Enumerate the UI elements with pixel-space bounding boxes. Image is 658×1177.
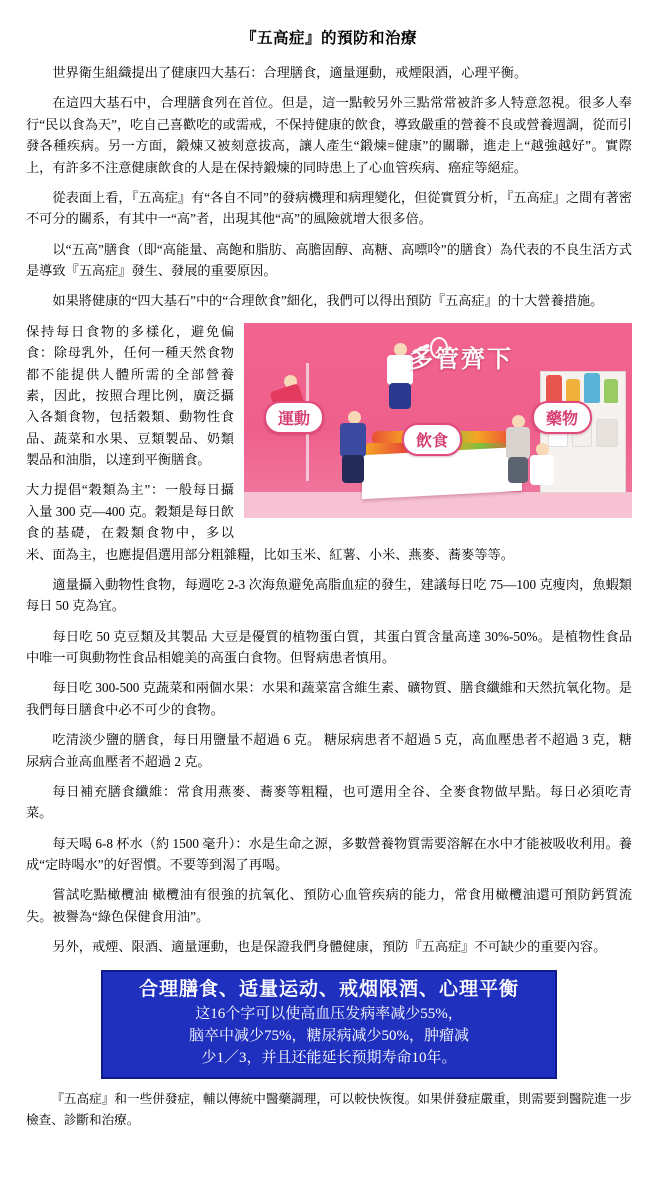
medicine-bottle-icon <box>566 379 580 403</box>
medicine-bottle-icon <box>604 379 618 403</box>
paragraph-2: 在這四大基石中，合理膳食列在首位。但是，這一點較另外三點常常被許多人特意忽視。很多人奉行“民以食為天”，吃自己喜歡吃的或需戒，不保持健康的飲食，導致嚴重的營養不良或營養週調，從而引發各種疾病。另一方面，鍛煉又被刻意拔高，讓人產生“鍛煉=健康”的關聯，進走上“越強越好”。實際上，有許多不注意健康飲食的人是在保持鍛煉的同時患上了心血管疾病、癌症等絕症。 <box>26 95 632 175</box>
medicine-box-icon <box>596 419 618 447</box>
health-illustration-figure <box>244 323 632 518</box>
callout-line-1: 这16个字可以使高血压发病率减少55%， <box>195 1006 463 1023</box>
figure-text-wrap <box>26 321 632 574</box>
medicine-bottle-icon <box>546 375 562 403</box>
paragraph-15: 另外，戒煙、限酒、適量運動，也是保證我們身體健康，預防『五高症』不可缺少的重要內容。 <box>52 939 607 955</box>
paragraph-13: 每天喝 6-8 杯水（約 1500 毫升）：水是生命之源，多數營養物質需要溶解在水中才能被吸收利用。養成“定時喝水”的好習慣。不要等到渴了再喝。 <box>26 835 632 872</box>
shopper2-body-icon <box>506 427 530 459</box>
figure-tag-diet: 飲食 <box>402 423 462 456</box>
paragraph-10: 每日吃 300-500 克蔬菜和兩個水果：水果和蔬菜富含維生素、礦物質、膳食纖維和天然抗氧化物。是我們每日膳食中必不可少的食物。 <box>26 680 632 717</box>
paragraph-7: 大力提倡“穀類為主”：一般每日攝入量 300 克—400 克。穀類是每日飲食的基礎，在穀類食物中，多以米、面為主，也應提倡選用部分粗雜糧，比如玉米、紅薯、小米、燕麥、蕎麥等等。 <box>26 482 514 562</box>
medicine-bottle-icon <box>584 373 600 403</box>
shopper2-head-icon <box>512 415 525 428</box>
shopper-head-icon <box>348 411 361 424</box>
page-title: 『五高症』的預防和治療 <box>240 30 417 47</box>
racket-person-legs-icon <box>389 383 411 409</box>
paragraph-5: 如果將健康的“四大基石”中的“合理飲食”細化，我們可以得出預防『五高症』的十大營養措施。 <box>52 293 604 309</box>
paragraph-3: 從表面上看，『五高症』有“各自不同”的發病機理和病理變化，但從實質分析，『五高症』之間有著密不可分的關系，有其中一“高”者，出現其他“高”的風險就增大很多倍。 <box>26 189 632 227</box>
paragraph-4: 以“五高”膳食（即“高能量、高飽和脂肪、高膽固醇、高糖、高嘌呤”的膳食）為代表的不良生活方式是導致『五高症』發生、發展的重要原因。 <box>26 241 632 278</box>
callout-title: 合理膳食、适量运动、戒烟限酒、心理平衡 <box>138 978 519 1000</box>
shopper-body-icon <box>340 423 366 457</box>
pharmacist-body-icon <box>530 455 554 485</box>
paragraph-14: 嘗試吃點橄欖油 橄欖油有很強的抗氧化、預防心血管疾病的能力，常食用橄欖油還可預防鈣質流失。被譽為“綠色保健食用油”。 <box>26 887 632 924</box>
paragraph-11: 吃清淡少鹽的膳食，每日用鹽量不超過 6 克。 糖尿病患者不超過 5 克，高血壓患者不超過 3 克，糖尿病合並高血壓者不超過 2 克。 <box>26 732 632 769</box>
paragraph-6: 保持每日食物的多樣化，避免偏食：除母乳外，任何一種天然食物都不能提供人體所需的全部營養素，因此，按照合理比例，廣泛攝入各類食物，包括穀類、動物性食品、蔬菜和水果、豆類製品、奶類製品和油脂，以達到平衡膳食。 <box>26 323 234 467</box>
racket-person-head-icon <box>394 343 407 356</box>
footer-paragraph: 『五高症』和一些併發症，輔以傳統中醫藥調理，可以較快恢復。如果併發症嚴重，則需要到醫院進一步檢查、診斷和治療。 <box>26 1092 632 1127</box>
figure-title: 多管齊下 <box>409 346 513 373</box>
shopper2-legs-icon <box>508 457 528 483</box>
paragraph-12: 每日補充膳食纖維：常食用燕麥、蕎麥等粗糧，也可選用全谷、全麥食物做早點。每日必須吃青菜。 <box>26 783 632 821</box>
paragraph-8: 適量攝入動物性食物，每週吃 2-3 次海魚避免高脂血症的發生，建議每日吃 75—100 克瘦肉，魚蝦類每日 50 克為宜。 <box>26 576 632 614</box>
callout-line-2: 脑卒中减少75%，糖尿病减少50%，肿瘤减 <box>189 1027 469 1044</box>
figure-floor <box>244 492 632 518</box>
figure-tag-exercise: 運動 <box>264 401 324 434</box>
paragraph-1: 世界衛生組織提出了健康四大基石：合理膳食，適量運動，戒煙限酒，心理平衡。 <box>52 65 528 80</box>
shopper-legs-icon <box>342 455 364 483</box>
paragraph-9: 每日吃 50 克豆類及其製品 大豆是優質的植物蛋白質，其蛋白質含量高達 30%-50%。是植物性食品中唯一可與動物性食品相媲美的高蛋白食物。但腎病患者慎用。 <box>26 628 632 665</box>
pharmacist-head-icon <box>536 443 549 456</box>
callout-box <box>101 970 557 1080</box>
figure-tag-medicine: 藥物 <box>532 401 592 434</box>
callout-line-3: 少1／3，并且还能延长预期寿命10年。 <box>201 1049 457 1066</box>
